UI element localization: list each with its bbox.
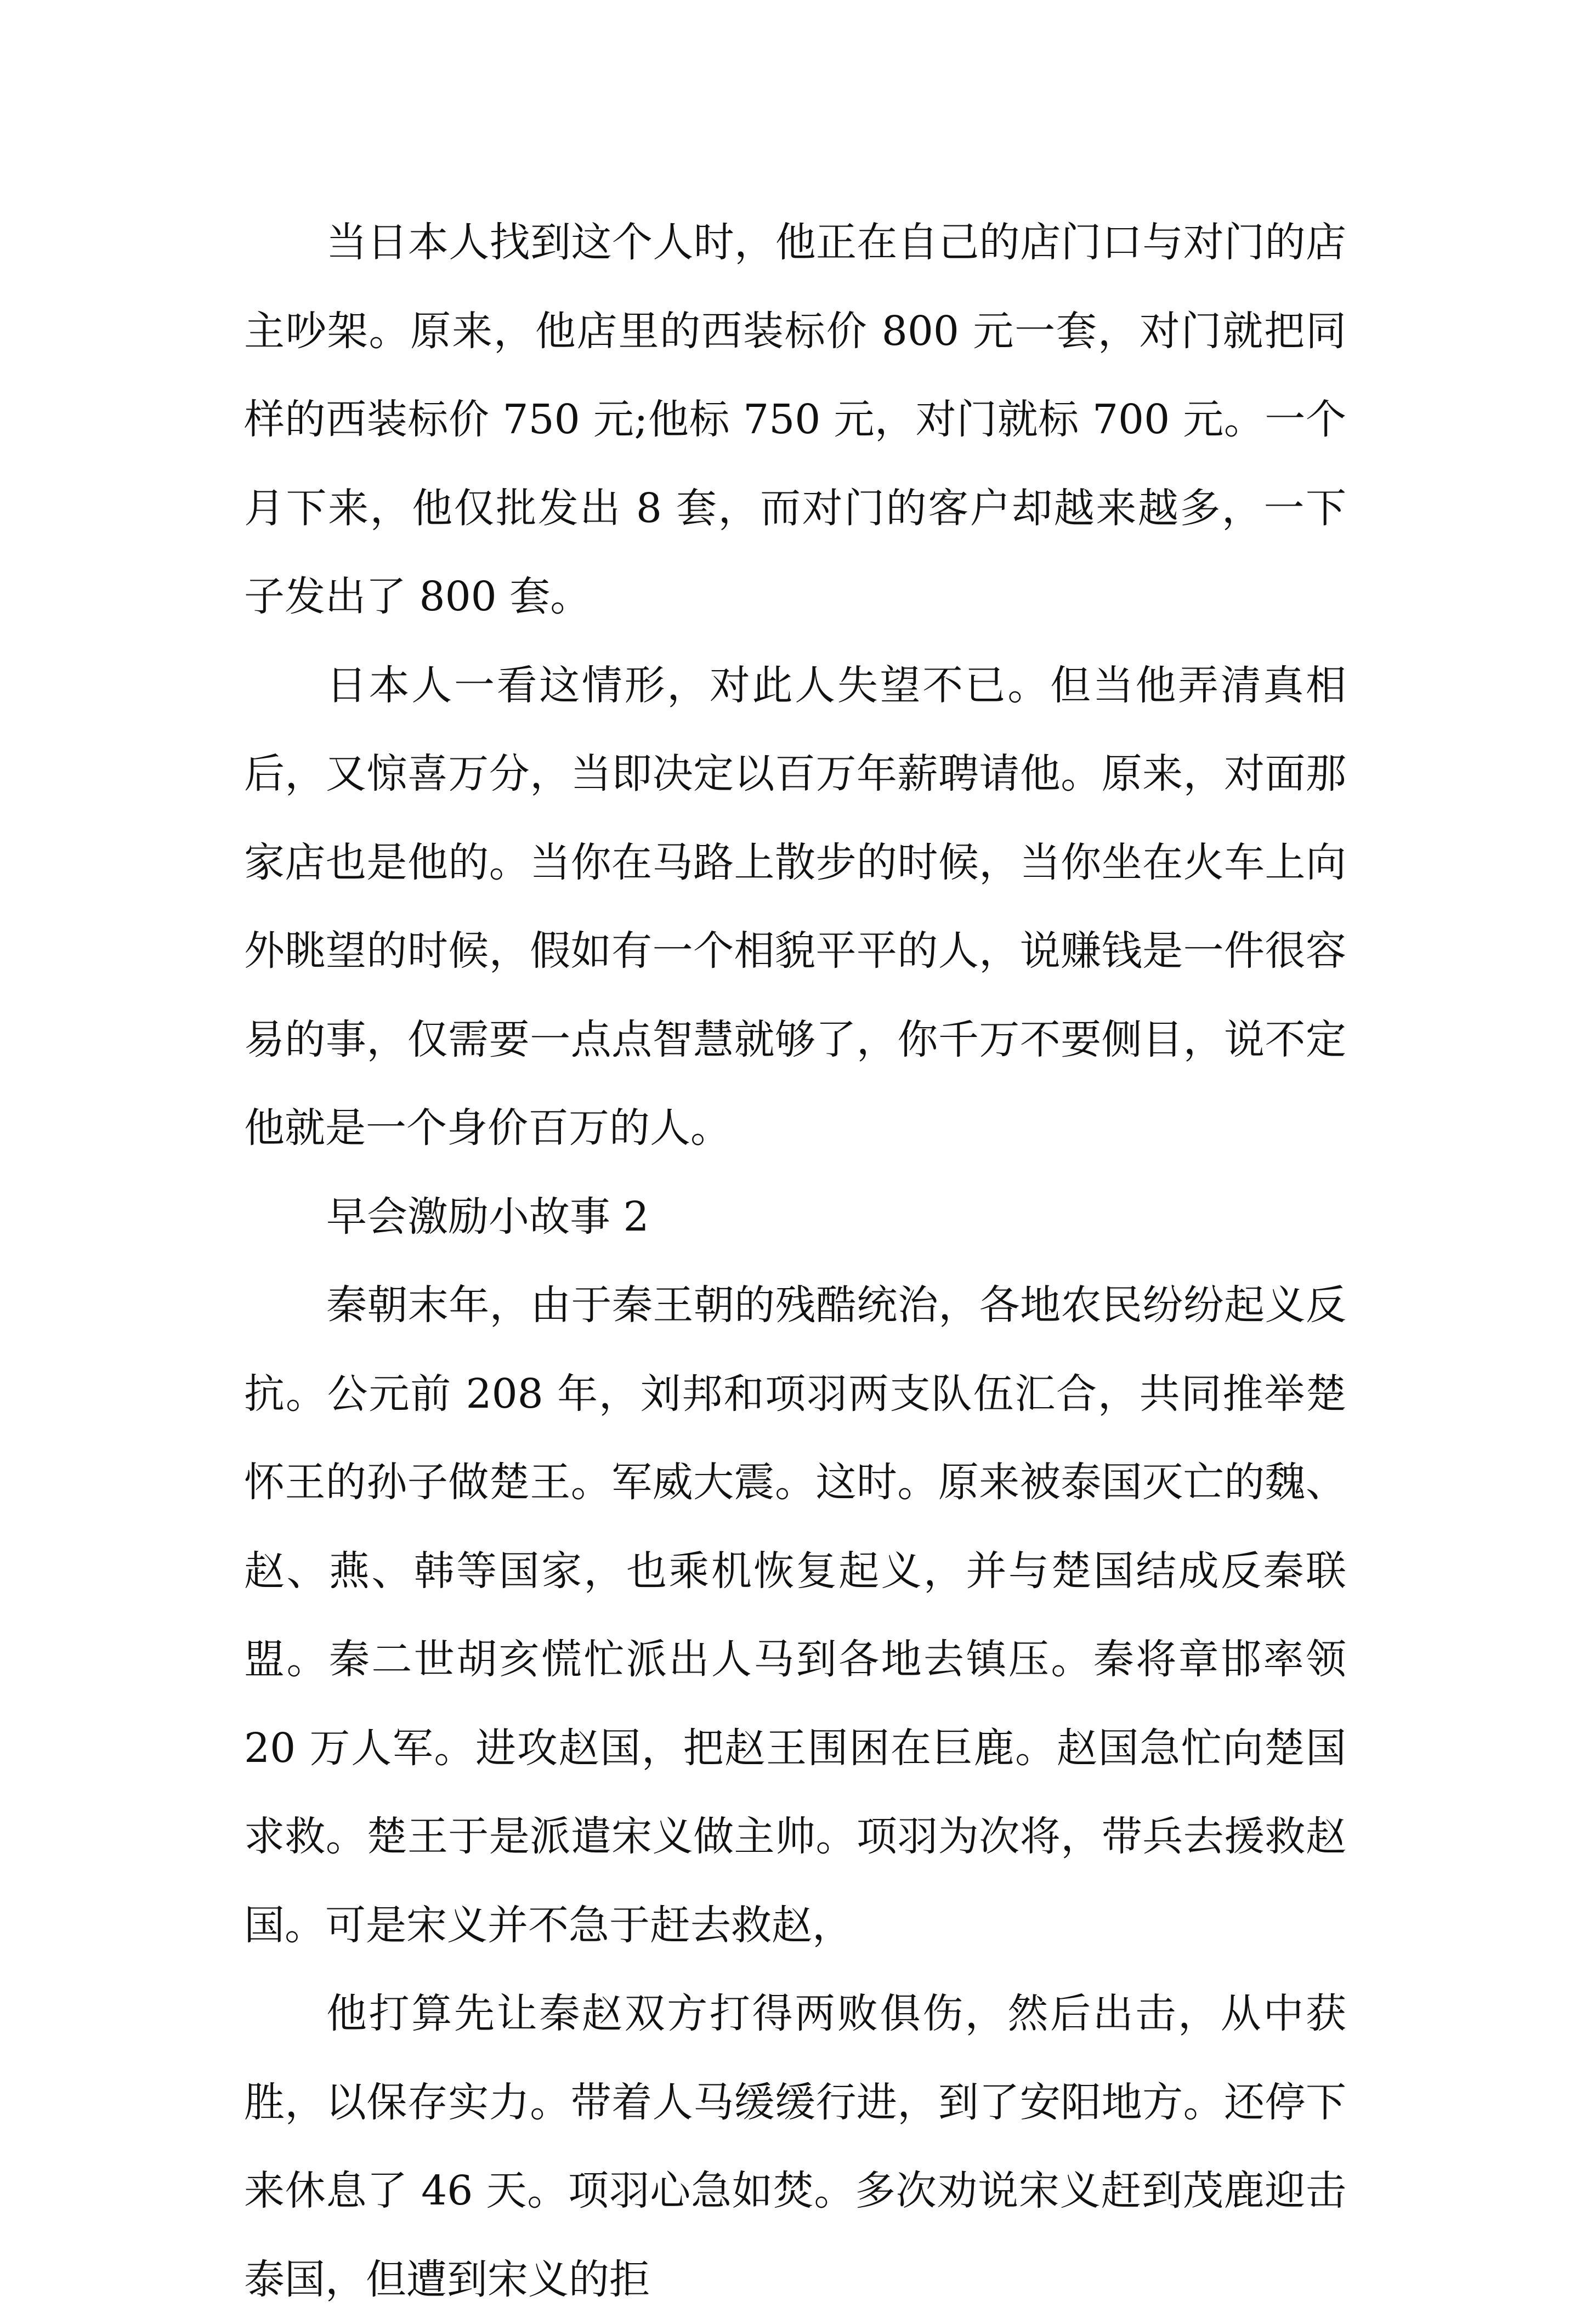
document-body <box>244 199 1359 2324</box>
paragraph-suit-pricing-story: 当日本人找到这个人时，他正在自己的店门口与对门的店主吵架。原来，他店里的西装标价 800 元一套，对门就把同样的西装标价 750 元;他标 750 元，对门就标 700 元。一个月下来，他仅批发出 8 套，而对门的客户却越来越多，一下子发出了 800 套。 <box>244 219 1346 620</box>
section-heading: 早会激励小故事 2 <box>326 1193 649 1240</box>
paragraph-story-conclusion: 日本人一看这情形，对此人失望不已。但当他弄清真相后，又惊喜万分，当即决定以百万年薪聘请他。原来，对面那家店也是他的。当你在马路上散步的时候，当你坐在火车上向外眺望的时候，假如有一个相貌平平的人，说赚钱是一件很容易的事，仅需要一点点智慧就够了，你千万不要侧目，说不定他就是一个身价百万的人。 <box>244 661 1346 1152</box>
paragraph-song-yi-strategy: 他打算先让秦赵双方打得两败俱伤，然后出击，从中获胜，以保存实力。带着人马缓缓行进，到了安阳地方。还停下来休息了 46 天。项羽心急如焚。多次劝说宋义赶到茂鹿迎击泰国，但遭到宋义的拒 <box>244 1990 1346 2303</box>
paragraph-qin-dynasty-history: 秦朝末年，由于秦王朝的残酷统治，各地农民纷纷起义反抗。公元前 208 年，刘邦和项羽两支队伍汇合，共同推举楚怀王的孙子做楚王。军威大震。这时。原来被泰国灭亡的魏、赵、燕、韩等国家，也乘机恢复起义，并与楚国结成反秦联盟。秦二世胡亥慌忙派出人马到各地去镇压。秦将章邯率领 20 万人军。进攻赵国，把赵王围困在巨鹿。赵国急忙向楚国求救。楚王于是派遣宋义做主帅。项羽为次将，带兵去援救赵国。可是宋义并不急于赶去救赵， <box>244 1282 1359 1949</box>
